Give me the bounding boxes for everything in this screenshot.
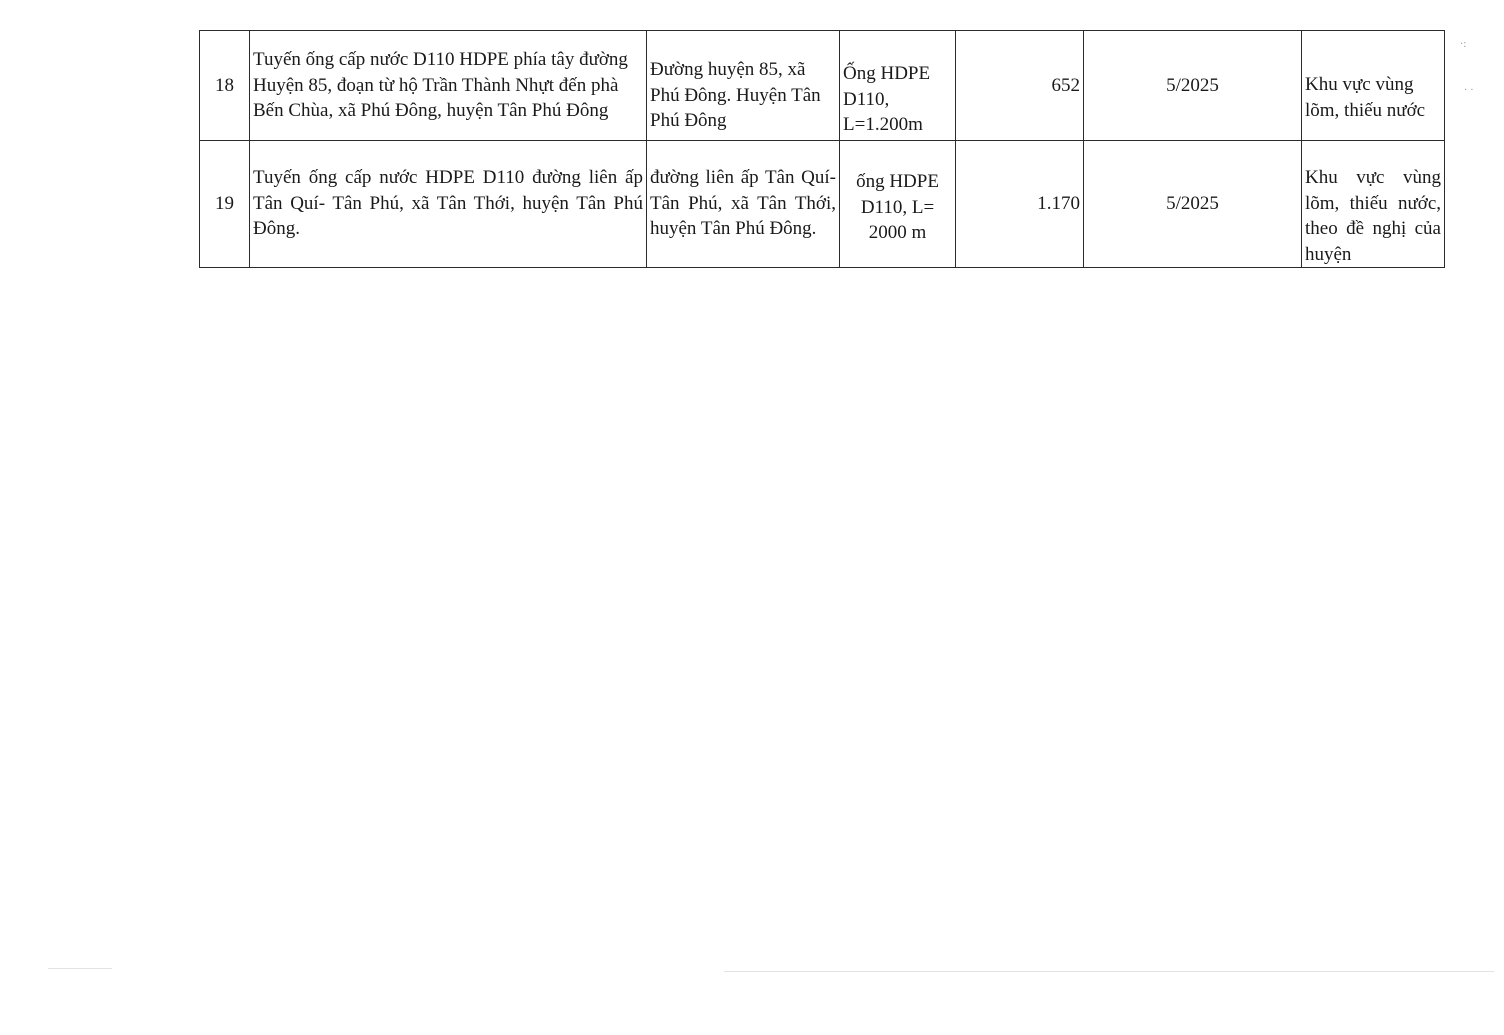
cost: 652 xyxy=(1051,74,1080,96)
project-name-cell xyxy=(250,141,647,268)
scan-speck: ·: xyxy=(1460,39,1467,50)
scale-cell xyxy=(840,31,956,141)
project-table xyxy=(199,30,1445,268)
scale: ống HDPE D110, L= 2000 m xyxy=(856,171,939,243)
time: 5/2025 xyxy=(1166,193,1219,215)
note: Khu vực vùng lõm, thiếu nước, theo đề nghị của huyện xyxy=(1305,167,1441,265)
location-cell xyxy=(647,141,840,268)
note: Khu vực vùng lõm, thiếu nước xyxy=(1305,74,1426,121)
table-row xyxy=(200,141,1445,268)
location-cell xyxy=(647,31,840,141)
note-cell xyxy=(1302,141,1445,268)
cost-cell xyxy=(956,141,1084,268)
project-name: Tuyến ống cấp nước HDPE D110 đường liên ấp Tân Quí- Tân Phú, xã Tân Thới, huyện Tân Phú Đông. xyxy=(253,167,643,239)
location: đường liên ấp Tân Quí- Tân Phú, xã Tân Thới, huyện Tân Phú Đông. xyxy=(650,167,836,239)
note-cell xyxy=(1302,31,1445,141)
scale-cell xyxy=(840,141,956,268)
row-number: 19 xyxy=(215,193,234,215)
scan-edge-line xyxy=(724,971,1494,972)
cost: 1.170 xyxy=(1037,193,1080,215)
scale: Ống HDPE D110, L=1.200m xyxy=(843,63,931,135)
scan-speck: · · xyxy=(1464,85,1474,96)
project-name: Tuyến ống cấp nước D110 HDPE phía tây đường Huyện 85, đoạn từ hộ Trần Thành Nhựt đến phà Bến Chùa, xã Phú Đông, huyện Tân Phú Đông xyxy=(253,49,628,122)
project-name-cell xyxy=(250,31,647,141)
location: Đường huyện 85, xã Phú Đông. Huyện Tân Phú Đông xyxy=(650,59,821,131)
row-number-cell xyxy=(200,141,250,268)
scan-edge-line xyxy=(48,968,112,969)
row-number: 18 xyxy=(215,74,234,96)
cost-cell xyxy=(956,31,1084,141)
time-cell xyxy=(1084,31,1302,141)
time-cell xyxy=(1084,141,1302,268)
table-row xyxy=(200,31,1445,141)
row-number-cell xyxy=(200,31,250,141)
time: 5/2025 xyxy=(1166,74,1219,96)
